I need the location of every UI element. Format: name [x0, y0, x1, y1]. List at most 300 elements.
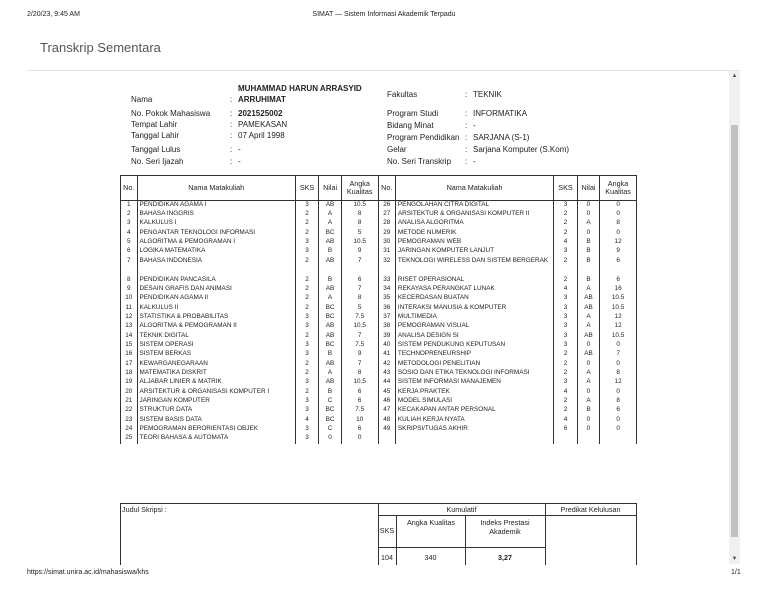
course-no: 42 — [378, 360, 395, 369]
course-nilai: 0 — [319, 434, 341, 443]
table-row — [121, 238, 637, 247]
table-row — [121, 369, 637, 378]
course-sks: 3 — [554, 201, 577, 210]
course-nilai: BC — [319, 229, 341, 238]
course-nilai: A — [319, 210, 341, 219]
course-no: 24 — [121, 425, 138, 434]
table-header-row — [121, 176, 637, 201]
course-angka-kualitas: 6 — [341, 276, 378, 285]
table-row — [121, 360, 637, 369]
course-sks: 2 — [295, 210, 318, 219]
course-sks: 2 — [295, 369, 318, 378]
table-row — [121, 313, 637, 322]
course-sks: 3 — [554, 322, 577, 331]
course-name: ALGORITMA & PEMOGRAMAN I — [137, 238, 295, 247]
course-nilai: A — [319, 369, 341, 378]
course-nilai: B — [319, 350, 341, 359]
course-name: ANALISA ALGORITMA — [395, 219, 553, 228]
table-row — [121, 397, 637, 406]
course-no: 3 — [121, 219, 138, 228]
course-no: 7 — [121, 257, 138, 276]
course-sks: 2 — [295, 229, 318, 238]
course-angka-kualitas: 0 — [600, 341, 637, 350]
course-nilai: AB — [319, 360, 341, 369]
course-angka-kualitas: 6 — [600, 276, 637, 285]
course-sks: 3 — [295, 313, 318, 322]
course-no: 38 — [378, 322, 395, 331]
course-nilai: BC — [319, 313, 341, 322]
course-angka-kualitas: 12 — [600, 322, 637, 331]
transcript-summary — [120, 503, 637, 565]
course-nilai: A — [577, 378, 599, 387]
course-angka-kualitas: 6 — [600, 257, 637, 276]
course-name: KECAKAPAN ANTAR PERSONAL — [395, 406, 553, 415]
course-no: 45 — [378, 388, 395, 397]
course-no — [378, 434, 395, 443]
course-nilai: AB — [319, 378, 341, 387]
student-name: MUHAMMAD HARUN ARRASYID ARRUHIMAT — [238, 84, 362, 104]
course-name: KECERDASAN BUATAN — [395, 294, 553, 303]
course-name: SKRIPSI/TUGAS AKHIR — [395, 425, 553, 434]
course-no: 15 — [121, 341, 138, 350]
ip-value: 3,27 — [498, 553, 512, 562]
course-angka-kualitas: 0 — [600, 388, 637, 397]
course-angka-kualitas: 5 — [341, 229, 378, 238]
col-header-sks: SKS — [295, 176, 318, 201]
course-name: METODOLOGI PENELITIAN — [395, 360, 553, 369]
course-angka-kualitas: 7.5 — [341, 341, 378, 350]
course-no: 30 — [378, 238, 395, 247]
course-nilai: B — [319, 388, 341, 397]
title-divider — [27, 70, 740, 71]
course-sks: 3 — [295, 350, 318, 359]
student-npm: 2021525002 — [238, 109, 283, 118]
course-name: ARSITEKTUR & ORGANISASI KOMPUTER I — [137, 388, 295, 397]
angka-kualitas-total: 340 — [424, 553, 437, 562]
table-row — [121, 434, 637, 443]
course-sks: 4 — [554, 416, 577, 425]
course-angka-kualitas: 10.5 — [341, 201, 378, 210]
col-header-angka-kualitas: Angka Kualitas — [600, 176, 637, 201]
table-row — [121, 201, 637, 210]
angka-kualitas-label: Angka Kualitas — [407, 518, 455, 527]
course-no: 43 — [378, 369, 395, 378]
course-sks: 2 — [554, 360, 577, 369]
course-name: PEMOGRAMAN BERORIENTASI OBJEK — [137, 425, 295, 434]
course-sks: 2 — [554, 229, 577, 238]
course-sks: 2 — [554, 350, 577, 359]
course-name: ALJABAR LINIER & MATRIK — [137, 378, 295, 387]
course-sks: 3 — [295, 238, 318, 247]
table-row — [121, 341, 637, 350]
course-name: TEKNOLOGI WIRELESS DAN SISTEM BERGERAK — [395, 257, 553, 276]
course-angka-kualitas: 7 — [341, 257, 378, 276]
course-name: MULTIMEDIA — [395, 313, 553, 322]
course-name: SOSIO DAN ETIKA TEKNOLOGI INFORMASI — [395, 369, 553, 378]
course-no: 4 — [121, 229, 138, 238]
kumulatif-label: Kumulatif — [446, 505, 477, 514]
course-name: TEKNIK DIGITAL — [137, 332, 295, 341]
course-angka-kualitas: 9 — [341, 247, 378, 256]
course-angka-kualitas: 0 — [600, 360, 637, 369]
course-angka-kualitas: 12 — [600, 313, 637, 322]
course-sks: 2 — [554, 219, 577, 228]
course-no: 21 — [121, 397, 138, 406]
table-row — [121, 294, 637, 303]
course-nilai: 0 — [577, 341, 599, 350]
course-angka-kualitas — [600, 434, 637, 443]
course-sks: 3 — [295, 201, 318, 210]
course-nilai: B — [577, 276, 599, 285]
course-name: PENGOLAHAN CITRA DIGITAL — [395, 201, 553, 210]
course-no: 6 — [121, 247, 138, 256]
course-name: KERJA PRAKTEK — [395, 388, 553, 397]
course-angka-kualitas: 10.5 — [600, 294, 637, 303]
table-row — [121, 276, 637, 285]
course-nilai: AB — [319, 238, 341, 247]
course-no: 35 — [378, 294, 395, 303]
course-name: MODEL SIMULASI — [395, 397, 553, 406]
sks-label: SKS — [379, 526, 395, 535]
course-name: KULIAH KERJA NYATA — [395, 416, 553, 425]
course-angka-kualitas: 0 — [600, 201, 637, 210]
course-angka-kualitas: 0 — [341, 434, 378, 443]
course-sks: 2 — [295, 304, 318, 313]
table-row — [121, 425, 637, 434]
course-nilai: B — [319, 247, 341, 256]
table-row — [121, 388, 637, 397]
course-name: REKAYASA PERANGKAT LUNAK — [395, 285, 553, 294]
table-row — [121, 304, 637, 313]
judul-skripsi-label: Judul Skripsi : — [122, 505, 167, 514]
course-sks: 2 — [295, 332, 318, 341]
course-sks: 4 — [554, 285, 577, 294]
page-title: Transkrip Sementara — [40, 40, 161, 55]
course-sks: 3 — [554, 304, 577, 313]
table-row — [121, 378, 637, 387]
student-info-right: Fakultas : TEKNIK Program Studi : INFORMATIKA Bidang Minat : - Program Pendidikan : SARJANA (S-1) Gelar : Sarjana Komputer (S.Kom) No. Seri Transkrip : - — [387, 90, 570, 166]
course-angka-kualitas: 7 — [600, 350, 637, 359]
course-no: 39 — [378, 332, 395, 341]
course-nilai: AB — [319, 201, 341, 210]
table-row — [121, 219, 637, 228]
course-no: 49 — [378, 425, 395, 434]
course-nilai: AB — [319, 257, 341, 276]
course-sks: 3 — [295, 322, 318, 331]
course-nilai: A — [319, 219, 341, 228]
course-no: 19 — [121, 378, 138, 387]
course-nilai: 0 — [577, 210, 599, 219]
table-row — [121, 257, 637, 276]
course-no: 9 — [121, 285, 138, 294]
col-header-no: No. — [378, 176, 395, 201]
print-url: https://simat.unira.ac.id/mahasiswa/khs — [27, 569, 149, 576]
course-no: 23 — [121, 416, 138, 425]
course-nilai: A — [577, 313, 599, 322]
course-no: 28 — [378, 219, 395, 228]
col-header-nilai: Nilai — [577, 176, 599, 201]
course-no: 37 — [378, 313, 395, 322]
course-sks: 2 — [554, 210, 577, 219]
course-sks: 3 — [554, 332, 577, 341]
course-no: 16 — [121, 350, 138, 359]
course-name: PEMOGRAMAN VISUAL — [395, 322, 553, 331]
course-name: BAHASA INGGRIS — [137, 210, 295, 219]
course-nilai: C — [319, 397, 341, 406]
course-name: PENDIDIKAN AGAMA I — [137, 201, 295, 210]
course-angka-kualitas: 10 — [341, 416, 378, 425]
course-sks: 2 — [295, 294, 318, 303]
course-name: PENDIDIKAN PANCASILA — [137, 276, 295, 285]
course-sks: 3 — [554, 341, 577, 350]
course-name: JARINGAN KOMPUTER LANJUT — [395, 247, 553, 256]
course-no: 12 — [121, 313, 138, 322]
course-no: 18 — [121, 369, 138, 378]
course-name: BAHASA INDONESIA — [137, 257, 295, 276]
course-sks: 4 — [554, 238, 577, 247]
course-no: 32 — [378, 257, 395, 276]
course-name: ARSITEKTUR & ORGANISASI KOMPUTER II — [395, 210, 553, 219]
course-nilai: A — [577, 285, 599, 294]
course-name: TEORI BAHASA & AUTOMATA — [137, 434, 295, 443]
course-angka-kualitas: 8 — [341, 219, 378, 228]
table-row — [121, 406, 637, 415]
course-no: 47 — [378, 406, 395, 415]
course-no: 34 — [378, 285, 395, 294]
course-name: ALGORITMA & PEMOGRAMAN II — [137, 322, 295, 331]
course-sks: 2 — [554, 369, 577, 378]
course-name: SISTEM OPERASI — [137, 341, 295, 350]
course-name: INTERAKSI MANUSIA & KOMPUTER — [395, 304, 553, 313]
course-no: 25 — [121, 434, 138, 443]
course-sks: 2 — [295, 360, 318, 369]
course-no: 46 — [378, 397, 395, 406]
table-row — [121, 332, 637, 341]
course-angka-kualitas: 6 — [341, 425, 378, 434]
scroll-up-arrow-icon[interactable]: ▲ — [731, 73, 738, 79]
course-sks: 3 — [295, 247, 318, 256]
course-angka-kualitas: 12 — [600, 378, 637, 387]
course-name: STATISTIKA & PROBABILITAS — [137, 313, 295, 322]
course-no: 33 — [378, 276, 395, 285]
course-no: 10 — [121, 294, 138, 303]
course-no: 44 — [378, 378, 395, 387]
course-no: 1 — [121, 201, 138, 210]
course-angka-kualitas: 8 — [341, 369, 378, 378]
course-nilai: A — [577, 322, 599, 331]
course-sks: 2 — [295, 285, 318, 294]
course-nilai: AB — [577, 294, 599, 303]
course-nilai: A — [577, 369, 599, 378]
course-angka-kualitas: 9 — [341, 350, 378, 359]
course-nilai: 0 — [577, 416, 599, 425]
course-name: PEMOGRAMAN WEB — [395, 238, 553, 247]
course-nilai: AB — [577, 350, 599, 359]
course-nilai: A — [577, 397, 599, 406]
course-nilai: AB — [577, 304, 599, 313]
course-name: RISET OPERASIONAL — [395, 276, 553, 285]
course-name: KEWARGANEGARAAN — [137, 360, 295, 369]
course-angka-kualitas: 0 — [600, 425, 637, 434]
course-no: 22 — [121, 406, 138, 415]
course-no: 48 — [378, 416, 395, 425]
course-sks: 3 — [554, 378, 577, 387]
course-nilai: B — [577, 257, 599, 276]
course-nilai: C — [319, 425, 341, 434]
course-sks: 4 — [554, 388, 577, 397]
course-angka-kualitas: 7 — [341, 285, 378, 294]
course-nilai: AB — [319, 332, 341, 341]
course-no: 41 — [378, 350, 395, 359]
course-nilai: BC — [319, 341, 341, 350]
course-angka-kualitas: 0 — [600, 229, 637, 238]
course-sks: 6 — [554, 425, 577, 434]
table-row — [121, 285, 637, 294]
course-sks: 3 — [554, 247, 577, 256]
course-nilai: BC — [319, 416, 341, 425]
course-angka-kualitas: 7.5 — [341, 406, 378, 415]
course-angka-kualitas: 7 — [341, 332, 378, 341]
table-row — [121, 247, 637, 256]
course-nilai: B — [577, 238, 599, 247]
course-name: DESAIN GRAFIS DAN ANIMASI — [137, 285, 295, 294]
course-name: SISTEM PENDUKUNG KEPUTUSAN — [395, 341, 553, 350]
course-angka-kualitas: 8 — [341, 294, 378, 303]
course-nilai: 0 — [577, 201, 599, 210]
course-no: 14 — [121, 332, 138, 341]
course-sks: 2 — [295, 388, 318, 397]
predikat-label: Predikat Kelulusan — [560, 505, 621, 514]
course-angka-kualitas: 6 — [600, 406, 637, 415]
info-label: Nama — [131, 95, 153, 104]
course-sks: 2 — [554, 397, 577, 406]
print-page-number: 1/1 — [731, 569, 741, 576]
course-nilai: AB — [577, 332, 599, 341]
transcript-table — [120, 175, 637, 444]
course-angka-kualitas: 12 — [600, 238, 637, 247]
course-no: 36 — [378, 304, 395, 313]
course-nilai: BC — [319, 406, 341, 415]
course-sks: 4 — [295, 416, 318, 425]
scrollbar[interactable] — [729, 71, 740, 564]
course-angka-kualitas: 10.5 — [341, 238, 378, 247]
course-no: 5 — [121, 238, 138, 247]
course-angka-kualitas: 8 — [600, 397, 637, 406]
col-header-matakuliah: Nama Matakuliah — [395, 176, 553, 201]
course-sks — [554, 434, 577, 443]
course-no: 11 — [121, 304, 138, 313]
course-sks: 2 — [554, 276, 577, 285]
course-sks: 2 — [295, 219, 318, 228]
course-angka-kualitas: 7.5 — [341, 313, 378, 322]
course-nilai: 0 — [577, 360, 599, 369]
course-sks: 2 — [554, 257, 577, 276]
print-datetime: 2/20/23, 9:45 AM — [27, 11, 80, 18]
course-nilai: 0 — [577, 425, 599, 434]
course-angka-kualitas: 10.5 — [341, 322, 378, 331]
sks-total: 104 — [381, 553, 393, 562]
table-row — [121, 229, 637, 238]
course-no: 13 — [121, 322, 138, 331]
col-header-nilai: Nilai — [319, 176, 341, 201]
course-sks: 3 — [295, 406, 318, 415]
col-header-sks: SKS — [554, 176, 577, 201]
ip-label: Indeks Prestasi Akademik — [480, 518, 530, 536]
course-nilai: A — [319, 294, 341, 303]
course-no: 26 — [378, 201, 395, 210]
course-name: JARINGAN KOMPUTER — [137, 397, 295, 406]
course-angka-kualitas: 8 — [341, 210, 378, 219]
course-nilai — [577, 434, 599, 443]
course-name: KALKULUS II — [137, 304, 295, 313]
course-sks: 2 — [295, 257, 318, 276]
course-angka-kualitas: 10.5 — [341, 378, 378, 387]
course-angka-kualitas: 9 — [600, 247, 637, 256]
col-header-matakuliah: Nama Matakuliah — [137, 176, 295, 201]
course-nilai: B — [577, 406, 599, 415]
course-no: 40 — [378, 341, 395, 350]
course-sks: 3 — [295, 341, 318, 350]
course-no: 27 — [378, 210, 395, 219]
course-no: 2 — [121, 210, 138, 219]
course-name: SISTEM BASIS DATA — [137, 416, 295, 425]
course-angka-kualitas: 8 — [600, 219, 637, 228]
course-angka-kualitas: 10.5 — [600, 304, 637, 313]
course-sks: 3 — [295, 434, 318, 443]
table-row — [121, 416, 637, 425]
course-nilai: 0 — [577, 388, 599, 397]
course-sks: 3 — [554, 294, 577, 303]
table-row — [121, 210, 637, 219]
course-sks: 2 — [554, 406, 577, 415]
course-no: 8 — [121, 276, 138, 285]
scroll-down-arrow-icon[interactable]: ▼ — [731, 556, 738, 562]
course-name: STRUKTUR DATA — [137, 406, 295, 415]
course-angka-kualitas: 16 — [600, 285, 637, 294]
course-angka-kualitas: 10.5 — [600, 332, 637, 341]
student-info-left: Nama : MUHAMMAD HARUN ARRASYID ARRUHIMAT No. Pokok Mahasiswa : 2021525002 Tempat Lahir : PAMEKASAN Tanggal Lahir : 07 April 1998 Tanggal Lulus : - No. Seri Ijazah : - — [131, 84, 362, 166]
course-angka-kualitas: 7 — [341, 360, 378, 369]
course-no: 20 — [121, 388, 138, 397]
table-row — [121, 350, 637, 359]
course-sks: 3 — [295, 425, 318, 434]
course-nilai: AB — [319, 285, 341, 294]
course-no: 17 — [121, 360, 138, 369]
course-name: PENDIDIKAN AGAMA II — [137, 294, 295, 303]
course-name: ANALISA DESIGN SI — [395, 332, 553, 341]
course-no: 29 — [378, 229, 395, 238]
scrollbar-thumb[interactable] — [731, 125, 738, 537]
course-angka-kualitas: 8 — [600, 369, 637, 378]
course-angka-kualitas: 6 — [341, 388, 378, 397]
course-name: SISTEM INFORMASI MANAJEMEN — [395, 378, 553, 387]
table-row — [121, 322, 637, 331]
course-nilai: A — [577, 219, 599, 228]
col-header-no: No. — [121, 176, 138, 201]
course-name: TECHNOPRENEURSHIP — [395, 350, 553, 359]
course-name: SISTEM BERKAS — [137, 350, 295, 359]
course-name: MATEMATIKA DISKRIT — [137, 369, 295, 378]
course-name: PENGANTAR TEKNOLOGI INFORMASI — [137, 229, 295, 238]
course-angka-kualitas: 0 — [600, 210, 637, 219]
course-name: LOGIKA MATEMATIKA — [137, 247, 295, 256]
course-nilai: AB — [319, 322, 341, 331]
course-angka-kualitas: 0 — [600, 416, 637, 425]
course-name: KALKULUS I — [137, 219, 295, 228]
course-name: METODE NUMERIK — [395, 229, 553, 238]
course-sks: 3 — [295, 397, 318, 406]
course-nilai: B — [577, 247, 599, 256]
